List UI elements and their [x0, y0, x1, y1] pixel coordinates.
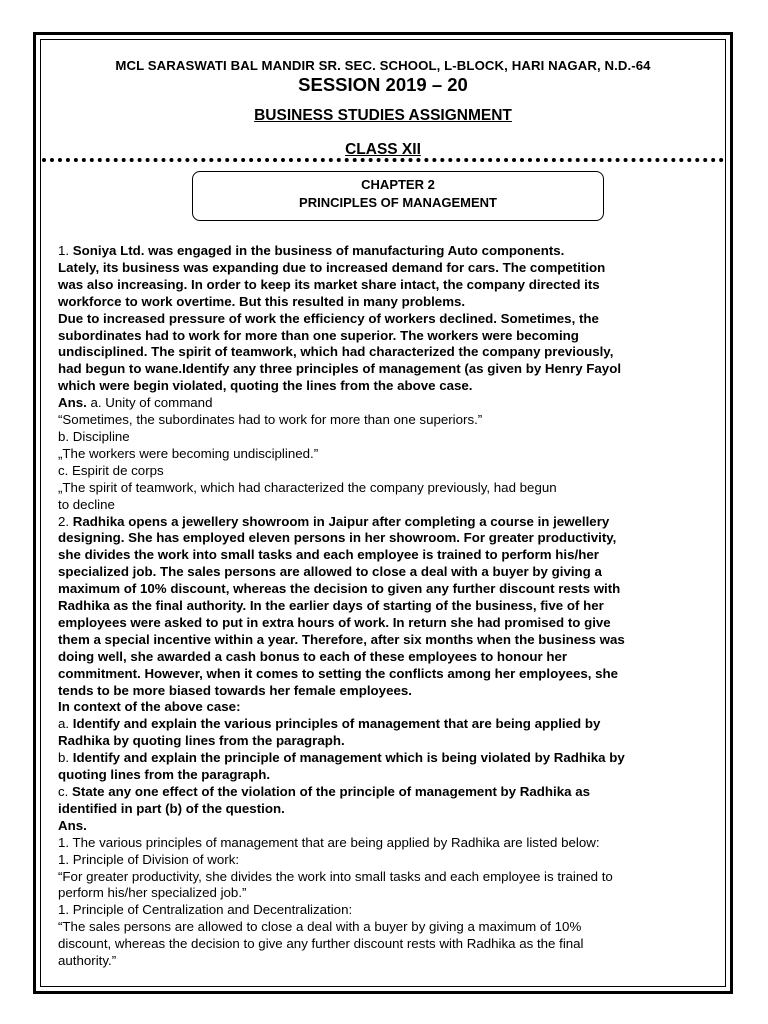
assignment-body	[58, 243, 728, 970]
text-line	[58, 936, 728, 953]
plain-text: discount, whereas the decision to give any further discount rests with Radhika as the final	[58, 936, 584, 952]
text-line	[58, 733, 728, 750]
text-line	[58, 683, 728, 700]
bold-text: specialized job. The sales persons are allowed to close a deal with a buyer by giving a	[58, 564, 602, 580]
bold-text: she divides the work into small tasks and each employee is trained to perform his/her	[58, 547, 599, 563]
chapter-box	[192, 171, 604, 221]
bold-text: maximum of 10% discount, whereas the decision to given any further discount rests with	[58, 581, 621, 597]
plain-text: 1. The various principles of management that are being applied by Radhika are listed below:	[58, 834, 600, 850]
bold-text: Ans.	[58, 395, 87, 411]
text-line	[58, 632, 728, 649]
text-line	[58, 767, 728, 784]
text-line	[58, 480, 728, 497]
bold-text: Due to increased pressure of work the efficiency of workers declined. Sometimes, the	[58, 310, 599, 326]
school-name: MCL SARASWATI BAL MANDIR SR. SEC. SCHOOL, L-BLOCK, HARI NAGAR, N.D.-64	[115, 58, 651, 73]
text-line	[58, 243, 728, 260]
text-line	[58, 395, 728, 412]
dotted-divider	[42, 158, 724, 166]
bold-text: In context of the above case:	[58, 699, 241, 715]
plain-text: a. Unity of command	[86, 395, 213, 411]
bold-text: Radhika as the final authority. In the earlier days of starting of the business, five of her	[58, 598, 604, 614]
text-line	[58, 666, 728, 683]
bold-text: doing well, she awarded a cash bonus to each of these employees to honour her	[58, 648, 568, 664]
bold-text: workforce to work overtime. But this resulted in many problems.	[58, 293, 466, 309]
bold-text: commitment. However, when it comes to setting the conflicts among her employees, she	[58, 665, 619, 681]
plain-text: “For greater productivity, she divides the work into small tasks and each employee is trained to	[58, 868, 613, 884]
bold-text: quoting lines from the paragraph.	[58, 767, 271, 783]
bold-text: Ans.	[58, 817, 87, 833]
text-line	[58, 750, 728, 767]
text-line	[58, 852, 728, 869]
plain-text: „The workers were becoming undisciplined.”	[58, 445, 319, 461]
text-line	[58, 260, 728, 277]
text-line	[58, 835, 728, 852]
bold-text: Identify and explain the principle of management which is being violated by Radhika by	[72, 750, 625, 766]
bold-text: employees were asked to put in extra hours of work. In return she had promised to give	[58, 614, 611, 630]
bold-text: Lately, its business was expanding due to increased demand for cars. The competition	[58, 259, 606, 275]
text-line	[58, 361, 728, 378]
class-title: CLASS XII	[345, 141, 421, 158]
plain-text: perform his/her specialized job.”	[58, 885, 247, 901]
plain-text: b.	[58, 750, 73, 766]
bold-text: Radhika by quoting lines from the paragraph.	[58, 733, 345, 749]
text-line	[58, 699, 728, 716]
text-line	[58, 429, 728, 446]
plain-text: 1. Principle of Centralization and Decentralization:	[58, 902, 353, 918]
plain-text: „The spirit of teamwork, which had characterized the company previously, had begun	[58, 479, 557, 495]
text-line	[58, 328, 728, 345]
text-line	[58, 885, 728, 902]
bold-text: identified in part (b) of the question.	[58, 800, 285, 816]
plain-text: to decline	[58, 496, 115, 512]
text-line	[58, 581, 728, 598]
text-line	[58, 801, 728, 818]
bold-text: undisciplined. The spirit of teamwork, which had characterized the company previously,	[58, 344, 614, 360]
bold-text: had begun to wane.Identify any three principles of management (as given by Henry Fayol	[58, 361, 622, 377]
text-line	[58, 953, 728, 970]
text-line	[58, 412, 728, 429]
text-line	[58, 564, 728, 581]
text-line	[58, 869, 728, 886]
text-line	[58, 716, 728, 733]
plain-text: authority.”	[58, 953, 117, 969]
bold-text: Radhika opens a jewellery showroom in Jaipur after completing a course in jewellery	[72, 513, 610, 529]
bold-text: tends to be more biased towards her female employees.	[58, 682, 412, 698]
text-line	[58, 311, 728, 328]
text-line	[58, 919, 728, 936]
text-line	[58, 818, 728, 835]
text-line	[58, 446, 728, 463]
bold-text: State any one effect of the violation of the principle of management by Radhika as	[72, 784, 590, 799]
plain-text: a.	[58, 716, 73, 732]
text-line	[58, 530, 728, 547]
chapter-title: PRINCIPLES OF MANAGEMENT	[299, 195, 497, 210]
text-line	[58, 344, 728, 361]
bold-text: Identify and explain the various principles of management that are being applied by	[72, 716, 601, 732]
text-line	[58, 463, 728, 480]
text-line	[58, 598, 728, 615]
plain-text: 2.	[58, 513, 73, 529]
text-line	[58, 294, 728, 311]
text-line	[58, 277, 728, 294]
text-line	[58, 514, 728, 531]
page-border	[33, 32, 733, 994]
text-line	[58, 497, 728, 514]
plain-text: “Sometimes, the subordinates had to work for more than one superiors.”	[58, 412, 483, 428]
text-line	[58, 547, 728, 564]
page-inner-border	[40, 39, 726, 987]
plain-text: b. Discipline	[58, 428, 130, 444]
session-title: SESSION 2019 – 20	[298, 74, 468, 95]
text-line	[58, 615, 728, 632]
plain-text: 1.	[58, 243, 73, 258]
assignment-title: BUSINESS STUDIES ASSIGNMENT	[254, 107, 512, 124]
plain-text: 1. Principle of Division of work:	[58, 851, 240, 867]
text-line	[58, 784, 728, 801]
plain-text: c.	[58, 784, 73, 799]
plain-text: c. Espirit de corps	[58, 462, 164, 478]
bold-text: was also increasing. In order to keep its market share intact, the company directed its	[58, 276, 600, 292]
bold-text: which were begin violated, quoting the lines from the above case.	[58, 378, 473, 394]
chapter-number: CHAPTER 2	[361, 177, 435, 192]
text-line	[58, 378, 728, 395]
bold-text: subordinates had to work for more than one superior. The workers were becoming	[58, 327, 579, 343]
plain-text: “The sales persons are allowed to close a deal with a buyer by giving a maximum of 10%	[58, 919, 582, 935]
bold-text: designing. She has employed eleven persons in her showroom. For greater productivity,	[58, 530, 617, 546]
bold-text: Soniya Ltd. was engaged in the business of manufacturing Auto components.	[72, 243, 565, 258]
text-line	[58, 902, 728, 919]
text-line	[58, 649, 728, 666]
bold-text: them a special incentive within a year. Therefore, after six months when the business was	[58, 631, 625, 647]
